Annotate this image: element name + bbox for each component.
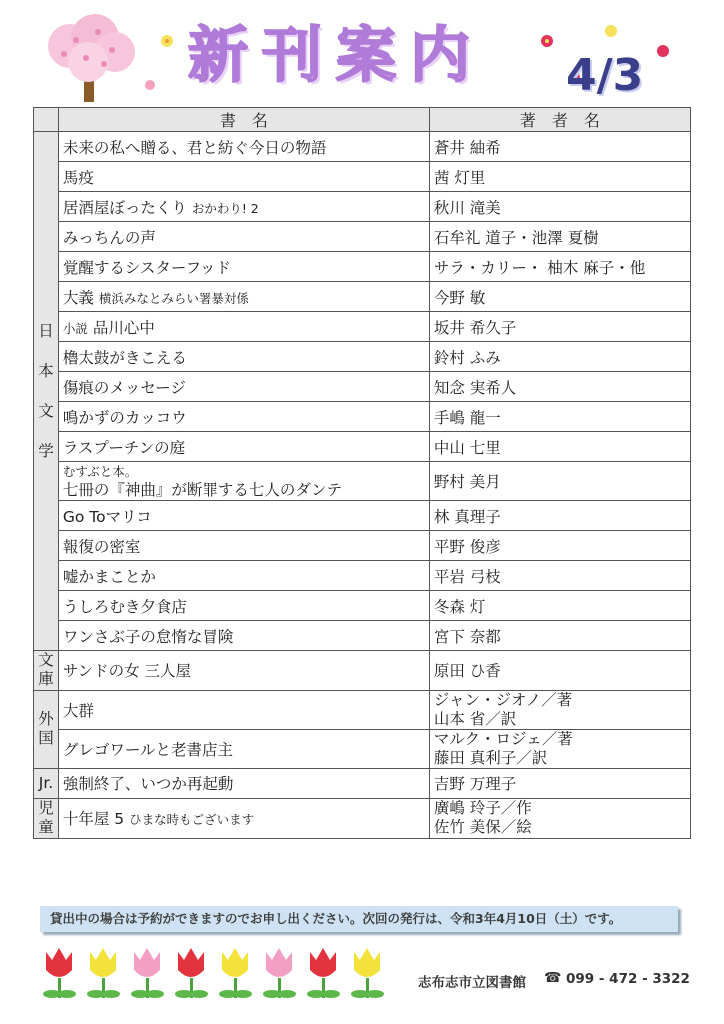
flower-icon xyxy=(160,34,174,48)
category-cell xyxy=(34,798,59,838)
author-cell xyxy=(429,531,690,561)
book-title-cell xyxy=(58,621,429,651)
category-cell xyxy=(34,690,59,768)
category-label: 日本文学 xyxy=(38,322,54,460)
table-row xyxy=(34,768,691,798)
book-title-cell xyxy=(58,252,429,282)
author-name: 坂井 希久子 xyxy=(433,318,517,337)
author-name: 茜 灯里 xyxy=(433,168,486,187)
book-title: 大義 xyxy=(62,288,94,307)
author-name: 平岩 弓枝 xyxy=(433,567,501,586)
author-cell xyxy=(429,591,690,621)
author-name: 今野 敏 xyxy=(433,288,486,307)
category-cell xyxy=(34,768,59,798)
book-title-cell xyxy=(58,342,429,372)
author-name: 平野 俊彦 xyxy=(433,537,501,556)
author-cell xyxy=(429,462,690,501)
book-title-cell xyxy=(58,372,429,402)
category-label: 児童 xyxy=(38,798,54,837)
flower-icon xyxy=(143,78,157,92)
author-name: 吉野 万理子 xyxy=(433,775,517,794)
author-name: 冬森 灯 xyxy=(433,597,486,616)
table-row xyxy=(34,432,691,462)
author-name: マルク・ロジェ／著 xyxy=(433,729,573,748)
book-title: 傷痕のメッセージ xyxy=(62,378,186,397)
notice-banner: 貸出中の場合は予約ができますのでお申し出ください。次回の発行は、令和3年4月10日（土）です。 xyxy=(40,906,678,932)
header xyxy=(0,0,724,104)
title-column-header: 書 名 xyxy=(58,108,429,132)
author-name: 石牟礼 道子・池澤 夏樹 xyxy=(433,228,599,247)
book-title: ワンさぶ子の怠惰な冒険 xyxy=(62,627,234,646)
book-title: 居酒屋ぼったくり xyxy=(62,198,187,217)
table-row xyxy=(34,690,691,729)
book-title-cell xyxy=(58,690,429,729)
author-cell xyxy=(429,561,690,591)
author-cell xyxy=(429,798,690,838)
tulip-row-icon xyxy=(36,944,406,1004)
title-prefix: むすぶと本。 xyxy=(62,464,138,479)
table-row xyxy=(34,462,691,501)
category-label: Jr. xyxy=(38,773,54,792)
book-title: 馬疫 xyxy=(62,168,94,187)
author-name: 野村 美月 xyxy=(433,473,501,491)
table-row xyxy=(34,501,691,531)
author-cell xyxy=(429,729,690,768)
author-cell xyxy=(429,621,690,651)
table-row xyxy=(34,282,691,312)
author-name: 宮下 奈都 xyxy=(433,627,501,646)
book-title: 覚醒するシスターフッド xyxy=(62,258,232,277)
table-row xyxy=(34,252,691,282)
book-title-cell xyxy=(58,531,429,561)
book-title-cell xyxy=(58,432,429,462)
book-title: Go Toマリコ xyxy=(62,507,152,526)
table-row xyxy=(34,402,691,432)
book-subtitle: ひまな時もございます xyxy=(129,812,255,828)
table-row xyxy=(34,192,691,222)
table-row xyxy=(34,798,691,838)
author-name: 手嶋 龍一 xyxy=(433,408,501,427)
book-title-cell xyxy=(58,591,429,621)
book-title: 十年屋 5 xyxy=(62,810,125,829)
table-row xyxy=(34,561,691,591)
author-name: 秋川 滝美 xyxy=(433,198,501,217)
table-row xyxy=(34,162,691,192)
author-name: 林 真理子 xyxy=(433,507,501,526)
book-title-cell xyxy=(58,561,429,591)
table-header-row xyxy=(34,108,691,132)
category-label: 外国 xyxy=(38,709,54,748)
book-title-cell xyxy=(58,462,429,501)
book-title-cell xyxy=(58,651,429,691)
book-table xyxy=(33,107,691,839)
table-row xyxy=(34,222,691,252)
book-title: サンドの女 三人屋 xyxy=(62,662,192,681)
flower-icon xyxy=(540,34,554,48)
table-row xyxy=(34,531,691,561)
cherry-tree-icon xyxy=(40,14,140,104)
author-name: 鈴村 ふみ xyxy=(433,348,501,367)
book-title: 未来の私へ贈る、君と紡ぐ今日の物語 xyxy=(62,138,327,157)
author-name-secondary: 佐竹 美保／絵 xyxy=(433,818,532,837)
category-label: 文庫 xyxy=(38,651,54,689)
author-cell xyxy=(429,402,690,432)
table-row xyxy=(34,621,691,651)
book-title: 鳴かずのカッコウ xyxy=(62,408,187,427)
table-row xyxy=(34,591,691,621)
book-title: 品川心中 xyxy=(92,318,155,337)
author-name: 原田 ひ香 xyxy=(433,662,501,681)
phone-icon: ☎ xyxy=(544,970,562,986)
author-cell xyxy=(429,162,690,192)
author-name: 知念 実希人 xyxy=(433,378,517,397)
author-cell xyxy=(429,222,690,252)
book-title-cell xyxy=(58,162,429,192)
category-cell xyxy=(34,651,59,691)
phone-number: 099 - 472 - 3322 xyxy=(566,971,690,987)
author-cell xyxy=(429,312,690,342)
flower-icon xyxy=(656,44,670,58)
book-title-cell xyxy=(58,282,429,312)
book-title: 報復の密室 xyxy=(62,537,141,556)
book-title: ラスプーチンの庭 xyxy=(62,438,186,457)
author-cell xyxy=(429,432,690,462)
book-title-cell xyxy=(58,222,429,252)
book-subtitle: 横浜みなとみらい署暴対係 xyxy=(98,290,249,306)
author-cell xyxy=(429,342,690,372)
flower-icon xyxy=(604,24,618,38)
author-name: 中山 七里 xyxy=(433,438,501,457)
issue-date: 4/3 xyxy=(566,50,644,101)
author-name: 廣嶋 玲子／作 xyxy=(433,799,532,818)
book-title: みっちんの声 xyxy=(62,228,156,247)
author-cell xyxy=(429,252,690,282)
author-name-secondary: 藤田 真利子／訳 xyxy=(433,748,548,767)
book-title-cell xyxy=(58,501,429,531)
book-title-cell xyxy=(58,132,429,162)
table-row xyxy=(34,729,691,768)
author-name: サラ・カリー・ 柚木 麻子・他 xyxy=(433,258,646,277)
table-row xyxy=(34,312,691,342)
book-title: 櫓太鼓がきこえる xyxy=(62,348,187,367)
author-name: 蒼井 紬希 xyxy=(433,138,501,157)
author-cell xyxy=(429,372,690,402)
author-cell xyxy=(429,651,690,691)
library-name: 志布志市立図書館 xyxy=(418,975,526,991)
table-row xyxy=(34,342,691,372)
author-name: ジャン・ジオノ／著 xyxy=(433,690,573,709)
book-title-cell xyxy=(58,312,429,342)
book-title-cell xyxy=(58,402,429,432)
title-prefix: 小説 xyxy=(62,320,88,336)
book-title: グレゴワールと老書店主 xyxy=(62,740,234,759)
book-title-cell xyxy=(58,729,429,768)
author-cell xyxy=(429,132,690,162)
book-title: 七冊の『神曲』が断罪する七人のダンテ xyxy=(62,481,343,499)
category-cell xyxy=(34,132,59,651)
table-body xyxy=(34,132,691,839)
book-title: うしろむき夕食店 xyxy=(62,597,187,616)
author-cell xyxy=(429,768,690,798)
book-subtitle: おかわり! 2 xyxy=(191,200,259,216)
author-cell xyxy=(429,282,690,312)
author-cell xyxy=(429,690,690,729)
author-column-header: 著 者 名 xyxy=(429,108,690,132)
table-row xyxy=(34,651,691,691)
page-title: 新刊案内 xyxy=(188,21,484,91)
author-cell xyxy=(429,501,690,531)
book-title-cell xyxy=(58,192,429,222)
book-title: 嘘かまことか xyxy=(62,567,156,586)
book-title: 強制終了、いつか再起動 xyxy=(62,775,234,794)
author-name-secondary: 山本 省／訳 xyxy=(433,709,517,728)
book-title-cell xyxy=(58,768,429,798)
author-cell xyxy=(429,192,690,222)
table-row xyxy=(34,132,691,162)
book-title-cell xyxy=(58,798,429,838)
category-header xyxy=(34,108,59,132)
book-title: 大群 xyxy=(62,701,94,720)
table-row xyxy=(34,372,691,402)
